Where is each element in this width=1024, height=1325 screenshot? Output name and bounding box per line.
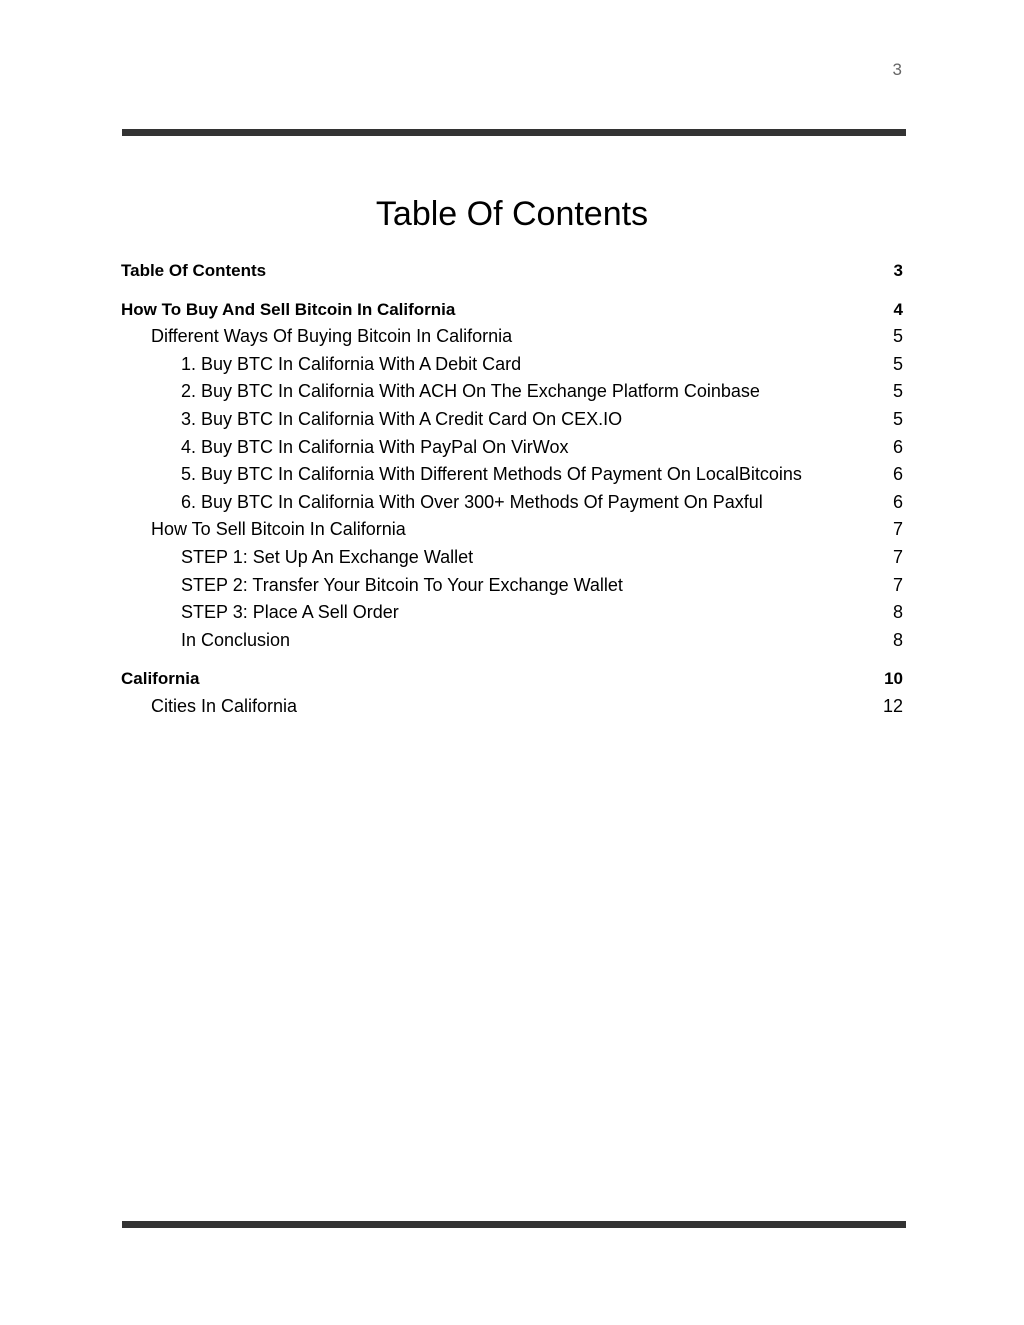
toc-entry-label[interactable]: 5. Buy BTC In California With Different Methods Of Payment On LocalBitcoins: [181, 464, 802, 485]
toc-entry-label[interactable]: 4. Buy BTC In California With PayPal On VirWox: [181, 436, 569, 457]
toc-entry-label[interactable]: How To Sell Bitcoin In California: [151, 519, 406, 540]
toc-entry-label[interactable]: 3. Buy BTC In California With A Credit Card On CEX.IO: [181, 408, 623, 429]
toc-entry-page[interactable]: 7: [892, 574, 903, 595]
toc-entry-label[interactable]: STEP 2: Transfer Your Bitcoin To Your Exchange Wallet: [181, 574, 623, 595]
toc-entry[interactable]: [121, 351, 904, 379]
table-of-contents: [121, 257, 904, 721]
toc-entry-page[interactable]: 8: [892, 602, 903, 623]
toc-entry-page[interactable]: 5: [892, 326, 903, 347]
toc-entry-page[interactable]: 5: [892, 353, 903, 374]
toc-entry[interactable]: [121, 693, 904, 721]
toc-entry-page[interactable]: 10: [884, 669, 903, 689]
toc-entry-page[interactable]: 12: [882, 695, 903, 716]
toc-entry-page[interactable]: 6: [892, 436, 903, 457]
toc-entry[interactable]: [121, 599, 904, 627]
toc-entry-page[interactable]: 7: [892, 546, 903, 567]
toc-entry-label[interactable]: How To Buy And Sell Bitcoin In California: [121, 299, 456, 319]
toc-entry-label[interactable]: STEP 1: Set Up An Exchange Wallet: [181, 546, 474, 567]
toc-entry-page[interactable]: 8: [892, 629, 903, 650]
toc-entry-label[interactable]: In Conclusion: [181, 629, 291, 650]
toc-entry-label[interactable]: Different Ways Of Buying Bitcoin In California: [151, 326, 513, 347]
toc-entry[interactable]: [121, 296, 904, 324]
toc-entry-page[interactable]: 7: [892, 519, 903, 540]
toc-entry-page[interactable]: 4: [893, 299, 903, 319]
toc-entry[interactable]: [121, 406, 904, 434]
toc-entry[interactable]: [121, 461, 904, 489]
toc-entry-label[interactable]: Table Of Contents: [121, 261, 267, 280]
toc-entry[interactable]: [121, 323, 904, 351]
toc-entry-label[interactable]: Cities In California: [151, 695, 298, 716]
toc-entry-label[interactable]: STEP 3: Place A Sell Order: [181, 602, 399, 623]
toc-entry-page[interactable]: 3: [893, 261, 903, 280]
toc-entry-page[interactable]: 5: [892, 381, 903, 402]
toc-entry[interactable]: [121, 544, 904, 572]
toc-entry-page[interactable]: 6: [892, 464, 903, 485]
page-title: Table Of Contents: [375, 194, 649, 233]
toc-entry[interactable]: [121, 572, 904, 600]
toc-entry-page[interactable]: 6: [892, 491, 903, 512]
toc-entry-label[interactable]: California: [121, 669, 200, 689]
toc-entry[interactable]: [121, 665, 904, 693]
toc-entry[interactable]: [121, 378, 904, 406]
bottom-rule: [122, 1221, 906, 1228]
toc-entry[interactable]: [121, 627, 904, 655]
toc-entry[interactable]: [121, 489, 904, 517]
toc-entry-label[interactable]: 1. Buy BTC In California With A Debit Card: [181, 353, 522, 374]
toc-entry[interactable]: [121, 516, 904, 544]
toc-entry[interactable]: [121, 434, 904, 462]
toc-entry-page[interactable]: 5: [892, 408, 903, 429]
top-rule: [122, 129, 906, 136]
toc-entry[interactable]: [121, 257, 904, 285]
toc-entry-label[interactable]: 6. Buy BTC In California With Over 300+ Methods Of Payment On Paxful: [181, 491, 763, 512]
toc-entry-label[interactable]: 2. Buy BTC In California With ACH On The Exchange Platform Coinbase: [181, 381, 760, 402]
page-number: 3: [892, 60, 902, 79]
